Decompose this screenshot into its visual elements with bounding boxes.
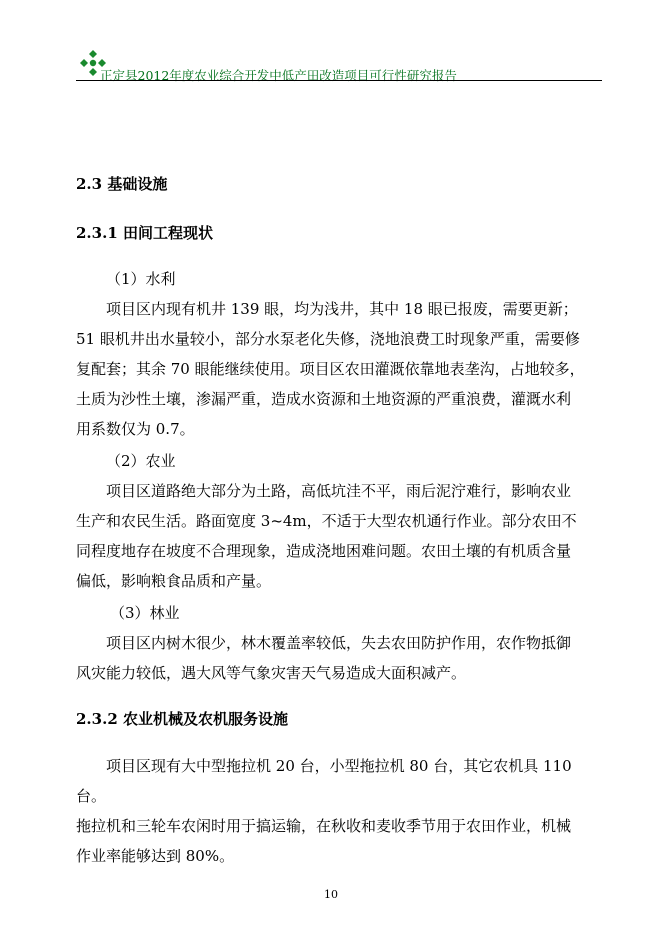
paragraph-machinery: 项目区现有大中型拖拉机 20 台，小型拖拉机 80 台，其它农机具 110 台。 拖拉机和三轮车农闲时用于搞运输，在秋收和麦收季节用于农田作业，机械 作业率能够达到 80%。 [76, 757, 572, 865]
subsection-heading-machinery: 2.3.2 农业机械及农机服务设施 [76, 710, 288, 728]
header-rule [76, 80, 602, 81]
item-label-agriculture: （2）农业 [106, 452, 176, 470]
header-title: 正定县2012年度农业综合开发中低产田改造项目可行性研究报告 [100, 68, 457, 83]
page-number: 10 [324, 888, 338, 901]
item-label-water: （1）水利 [106, 270, 176, 288]
paragraph-agriculture: 项目区道路绝大部分为土路，高低坑洼不平，雨后泥泞难行，影响农业 生产和农民生活。路面宽度 3~4m，不适于大型农机通行作业。部分农田不 同程度地存在坡度不合理现象，造成浇地困难问题。农田土壤的有机质含量 偏低，影响粮食品质和产量。 [76, 482, 577, 590]
item-label-forestry: （3）林业 [110, 604, 180, 622]
paragraph-water: 项目区内现有机井 139 眼，均为浅井，其中 18 眼已报废，需要更新； 51 眼机井出水量较小，部分水泵老化失修，浇地浪费工时现象严重，需要修 复配套；其余 70 眼能继续使用。项目区农田灌溉依靠地表垄沟，占地较多， 土质为沙性土壤，渗漏严重，造成水资源和土地资源的严重浪费，灌溉水利 用系数仅为 0.7。 [76, 300, 585, 438]
page-header [76, 46, 602, 82]
subsection-heading-field-engineering: 2.3.1 田间工程现状 [76, 224, 213, 242]
paragraph-forestry: 项目区内树木很少，林木覆盖率较低，失去农田防护作用，农作物抵御 风灾能力较低，遇大风等气象灾害天气易造成大面积减产。 [76, 634, 572, 682]
section-heading: 2.3 基础设施 [76, 175, 168, 193]
